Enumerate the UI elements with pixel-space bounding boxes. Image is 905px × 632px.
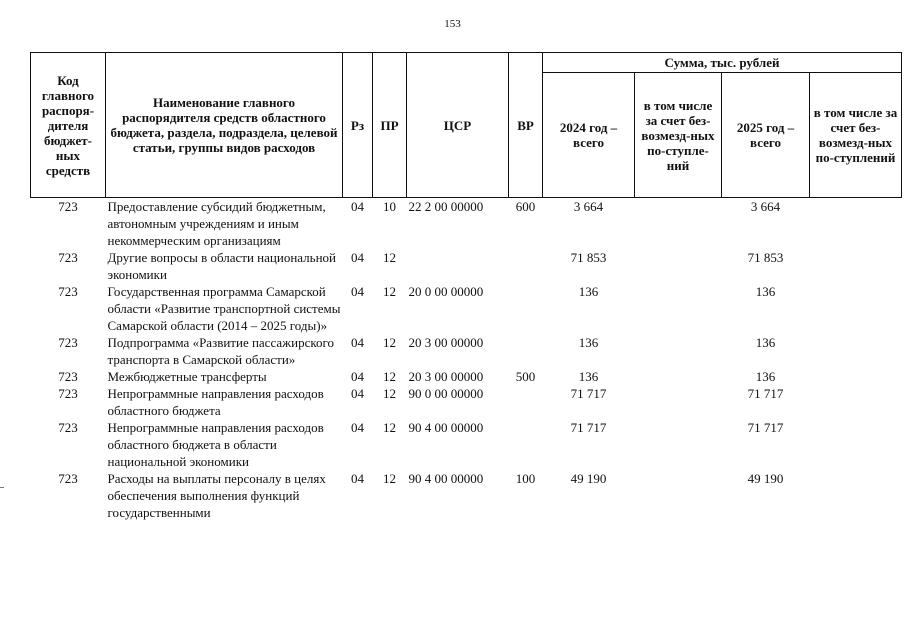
table-row [31,470,902,521]
header-2024-free: в том числе за счет без-возмезд-ных по-ступле-ний [635,73,722,198]
header-2025-total: 2025 год – всего [722,73,810,198]
cell-name: Расходы на выплаты персоналу в целях обеспечения выполнения функций государственными [107,471,326,520]
cell-2025-total: 71 717 [747,386,784,401]
cell-code: 723 [58,471,78,486]
cell-2025-total: 71 717 [747,420,784,435]
cell-2024-free [635,249,722,283]
cell-pr: 12 [383,420,396,435]
cell-2025-total: 49 190 [747,471,784,486]
cell-pr: 12 [383,335,396,350]
cell-rz: 04 [351,335,364,350]
cell-2025-free [810,385,902,419]
cell-pr: 12 [383,386,396,401]
scan-edge-mark [0,487,4,488]
cell-2024-total: 71 853 [570,250,607,265]
page-number: 153 [444,18,461,30]
cell-code: 723 [58,420,78,435]
cell-2024-free [635,385,722,419]
cell-rz: 04 [351,386,364,401]
cell-2024-total: 71 717 [570,420,607,435]
cell-2025-free [810,334,902,368]
cell-csr: 20 3 00 00000 [408,369,484,384]
budget-table [30,52,902,521]
cell-rz: 04 [351,199,364,214]
table-header [31,53,902,198]
table-row [31,334,902,368]
cell-name: Непрограммные направления расходов областного бюджета в области национальной экономики [107,420,324,469]
cell-name: Подпрограмма «Развитие пассажирского транспорта в Самарской области» [107,335,335,367]
cell-vr: 500 [515,369,536,384]
cell-2025-free [810,419,902,470]
cell-2025-free [810,368,902,385]
header-rz: Рз [343,53,373,198]
cell-2025-total: 136 [755,284,776,299]
header-2024-total: 2024 год – всего [543,73,635,198]
header-vr: ВР [509,53,543,198]
cell-vr [509,283,543,334]
cell-pr: 10 [383,199,396,214]
table-body [31,198,902,522]
cell-2024-free [635,334,722,368]
cell-rz: 04 [351,369,364,384]
cell-pr: 12 [383,369,396,384]
table-row [31,198,902,250]
cell-code: 723 [58,250,78,265]
cell-pr: 12 [383,250,396,265]
cell-vr: 600 [515,199,536,214]
cell-csr [407,249,509,283]
cell-2025-free [810,470,902,521]
cell-2025-total: 136 [755,369,776,384]
cell-2024-free [635,198,722,250]
cell-code: 723 [58,335,78,350]
table-row [31,368,902,385]
cell-csr: 90 0 00 00000 [408,386,484,401]
cell-code: 723 [58,386,78,401]
table-row [31,419,902,470]
cell-2024-free [635,419,722,470]
header-csr: ЦСР [407,53,509,198]
cell-name: Государственная программа Самарской области «Развитие транспортной системы Самарской области (2014 – 2025 годы)» [107,284,341,333]
cell-pr: 12 [383,284,396,299]
cell-code: 723 [58,369,78,384]
cell-2025-free [810,283,902,334]
header-code: Код главного распоря-дителя бюджет-ных средств [31,53,106,198]
cell-rz: 04 [351,471,364,486]
header-name: Наименование главного распорядителя средств областного бюджета, раздела, подраздела, целевой статьи, группы видов расходов [106,53,343,198]
cell-csr: 90 4 00 00000 [408,471,484,486]
cell-2025-total: 71 853 [747,250,784,265]
table-row [31,385,902,419]
cell-name: Другие вопросы в области национальной экономики [107,250,336,282]
cell-2024-free [635,368,722,385]
cell-2024-total: 136 [578,335,599,350]
cell-rz: 04 [351,250,364,265]
cell-name: Межбюджетные трансферты [107,369,267,384]
cell-2024-total: 49 190 [570,471,607,486]
cell-vr [509,385,543,419]
cell-csr: 22 2 00 00000 [408,199,484,214]
header-pr: ПР [373,53,407,198]
cell-code: 723 [58,199,78,214]
cell-2024-total: 136 [578,284,599,299]
cell-code: 723 [58,284,78,299]
cell-name: Непрограммные направления расходов областного бюджета [107,386,324,418]
cell-vr: 100 [515,471,536,486]
header-2025-free: в том числе за счет без-возмезд-ных по-ступлений [810,73,902,198]
table-row [31,283,902,334]
cell-2025-free [810,198,902,250]
cell-2025-total: 136 [755,335,776,350]
cell-rz: 04 [351,284,364,299]
cell-2025-free [810,249,902,283]
cell-vr [509,419,543,470]
cell-2024-total: 136 [578,369,599,384]
cell-csr: 20 3 00 00000 [408,335,484,350]
cell-csr: 20 0 00 00000 [408,284,484,299]
cell-2024-free [635,283,722,334]
cell-2025-total: 3 664 [750,199,781,214]
cell-vr [509,249,543,283]
cell-2024-total: 71 717 [570,386,607,401]
cell-2024-free [635,470,722,521]
header-sum: Сумма, тыс. рублей [543,53,902,73]
table-row [31,249,902,283]
cell-2024-total: 3 664 [573,199,604,214]
cell-vr [509,334,543,368]
cell-rz: 04 [351,420,364,435]
cell-pr: 12 [383,471,396,486]
cell-csr: 90 4 00 00000 [408,420,484,435]
cell-name: Предоставление субсидий бюджетным, автономным учреждениям и иным некоммерческим организациям [107,199,326,248]
